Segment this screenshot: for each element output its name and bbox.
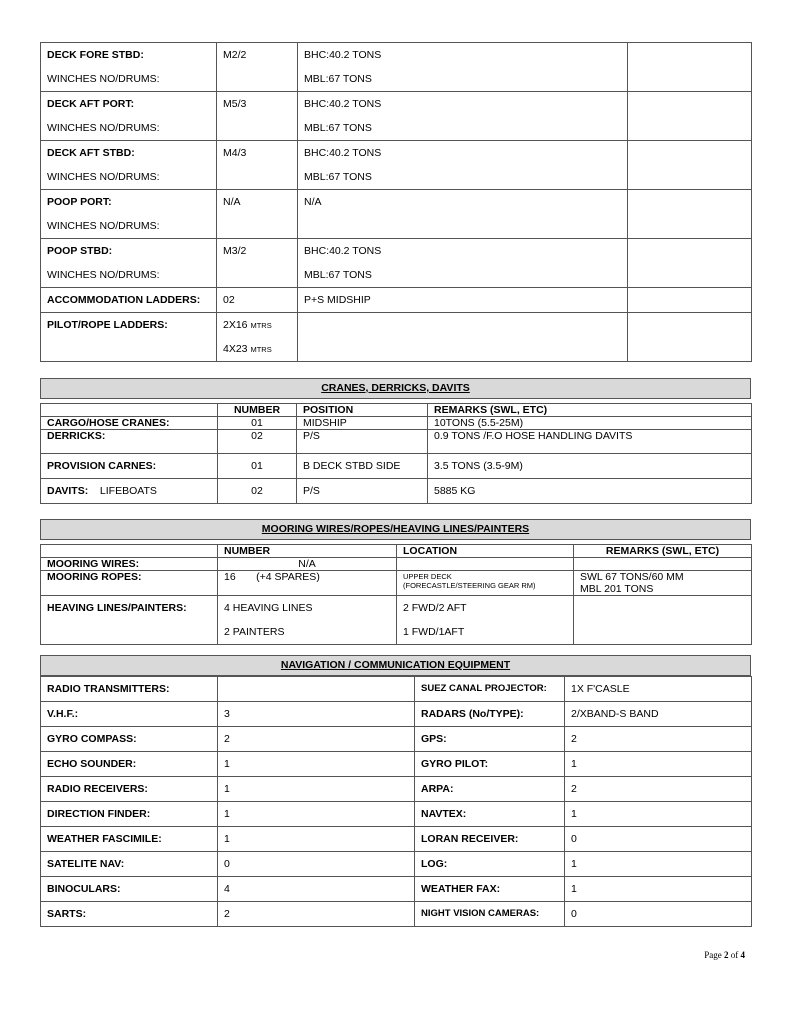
- winches-table: [40, 42, 752, 362]
- cranes-header-row: [41, 404, 752, 417]
- table-row: RADIO TRANSMITTERS: SUEZ CANAL PROJECTOR: 1X F'CASLE: [41, 677, 752, 702]
- mooring-location-header: LOCATION: [397, 545, 574, 558]
- table-row: CARGO/HOSE CRANES: 01 MIDSHIP 10TONS (5.5-25M): [41, 417, 752, 430]
- cranes-section-header: CRANES, DERRICKS, DAVITS: [40, 378, 751, 399]
- table-row: BINOCULARS: 4 WEATHER FAX: 1: [41, 877, 752, 902]
- mooring-number-header: NUMBER: [218, 545, 397, 558]
- table-row: V.H.F.: 3 RADARS (No/TYPE): 2/XBAND-S BAND: [41, 702, 752, 727]
- table-row: ACCOMMODATION LADDERS: 02 P+S MIDSHIP: [41, 288, 752, 313]
- table-row: HEAVING LINES/PAINTERS: 4 HEAVING LINES 2 PAINTERS 2 FWD/2 AFT 1 FWD/1AFT: [41, 596, 752, 645]
- table-row: DIRECTION FINDER: 1 NAVTEX: 1: [41, 802, 752, 827]
- cranes-position-header: POSITION: [297, 404, 428, 417]
- table-row: GYRO COMPASS: 2 GPS: 2: [41, 727, 752, 752]
- table-row: DECK FORE STBD: WINCHES NO/DRUMS: M2/2 BHC:40.2 TONS MBL:67 TONS: [41, 43, 752, 92]
- navigation-table: [40, 676, 752, 927]
- table-row: RADIO RECEIVERS: 1 ARPA: 2: [41, 777, 752, 802]
- table-row: MOORING WIRES: N/A: [41, 558, 752, 571]
- table-row: WEATHER FASCIMILE: 1 LORAN RECEIVER: 0: [41, 827, 752, 852]
- cranes-table: [40, 403, 752, 504]
- table-row: SATELITE NAV: 0 LOG: 1: [41, 852, 752, 877]
- navigation-section-header: NAVIGATION / COMMUNICATION EQUIPMENT: [40, 655, 751, 676]
- table-row: PROVISION CARNES: 01 B DECK STBD SIDE 3.5 TONS (3.5-9M): [41, 454, 752, 479]
- mooring-header-row: [41, 545, 752, 558]
- mooring-table: [40, 544, 752, 645]
- table-row: SARTS: 2 NIGHT VISION CAMERAS: 0: [41, 902, 752, 927]
- table-row: ECHO SOUNDER: 1 GYRO PILOT: 1: [41, 752, 752, 777]
- table-row: MOORING ROPES: 16 (+4 SPARES) UPPER DECK (FORECASTLE/STEERING GEAR RM) SWL 67 TONS/60 MM MBL 201 TONS: [41, 571, 752, 596]
- cranes-remarks-header: REMARKS (SWL, ETC): [428, 404, 752, 417]
- table-row: DERRICKS: 02 P/S 0.9 TONS /F.O HOSE HANDLING DAVITS: [41, 430, 752, 454]
- table-row: DAVITS: LIFEBOATS 02 P/S 5885 KG: [41, 479, 752, 504]
- table-row: POOP STBD: WINCHES NO/DRUMS: M3/2 BHC:40.2 TONS MBL:67 TONS: [41, 239, 752, 288]
- cranes-number-header: NUMBER: [218, 404, 297, 417]
- table-row: DECK AFT PORT: WINCHES NO/DRUMS: M5/3 BHC:40.2 TONS MBL:67 TONS: [41, 92, 752, 141]
- mooring-section-header: MOORING WIRES/ROPES/HEAVING LINES/PAINTERS: [40, 519, 751, 540]
- table-row: PILOT/ROPE LADDERS: 2X16 MTRS 4X23 MTRS: [41, 313, 752, 362]
- mooring-remarks-header: REMARKS (SWL, ETC): [574, 545, 752, 558]
- table-row: POOP PORT: WINCHES NO/DRUMS: N/A N/A: [41, 190, 752, 239]
- table-row: DECK AFT STBD: WINCHES NO/DRUMS: M4/3 BHC:40.2 TONS MBL:67 TONS: [41, 141, 752, 190]
- page-number: Page 2 of 4: [704, 950, 745, 960]
